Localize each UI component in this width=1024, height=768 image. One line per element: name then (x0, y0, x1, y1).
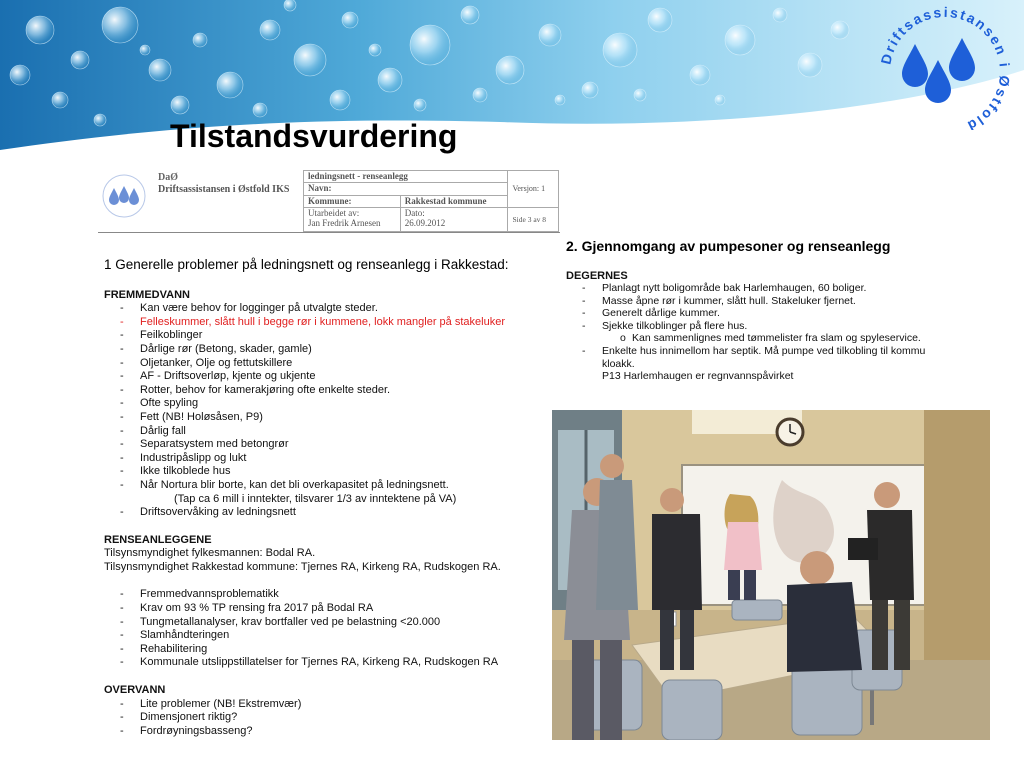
list-item-continuation: kloakk. (602, 357, 635, 370)
list-item: - Dårlige rør (Betong, skader, gamle) (120, 343, 564, 357)
list-item: - Feilkoblinger (120, 329, 564, 343)
date-value: 26.09.2012 (404, 218, 446, 229)
document-meta-table (303, 170, 559, 232)
fremmedvann-list (120, 302, 564, 492)
document-heading-right: 2. Gjennomgang av pumpesoner og renseanlegg (566, 238, 891, 254)
list-item: - Slamhåndteringen (120, 629, 564, 643)
kommune-value-cell: Rakkestad kommune (400, 195, 508, 207)
sub-list-item: o Kan sammenlignes med tømmelister fra slam og spyleservice. (566, 332, 978, 345)
document-page-right (566, 232, 978, 390)
name-cell: Navn: (304, 183, 508, 195)
meeting-photo (552, 410, 990, 740)
list-item: - Felleskummer, slått hull i begge rør i kummene, lokk mangler på stakeluker (120, 316, 564, 330)
list-item: - Planlagt nytt boligområde bak Harlemhaugen, 60 boliger. (582, 282, 978, 295)
list-item: - Krav om 93 % TP rensing fra 2017 på Bodal RA (120, 602, 564, 616)
kommune-label-cell: Kommune: (304, 195, 401, 207)
fremmedvann-list-cont (120, 506, 564, 520)
list-item: - Ikke tilkoblede hus (120, 465, 564, 479)
driftsassistansen-logo (870, 2, 1020, 130)
list-item: - Dårlig fall (120, 425, 564, 439)
list-item: - Ofte spyling (120, 397, 564, 411)
document-body (104, 258, 564, 738)
list-item: - Generelt dårlige kummer. (582, 307, 978, 320)
list-item: - Rehabilitering (120, 643, 564, 657)
water-drop-icon (902, 38, 975, 103)
document-heading: 1 Generelle problemer på ledningsnett og renseanlegg i Rakkestad: (104, 257, 509, 272)
list-item: - Kommunale utslippstillatelser for Tjernes RA, Kirkeng RA, Rudskogen RA (120, 656, 564, 670)
org-name: Driftsassistansen i Østfold IKS (158, 184, 290, 195)
author-label: Utarbeidet av: (308, 208, 360, 219)
list-item: - Rotter, behov for kamerakjøring ofte enkelte steder. (120, 384, 564, 398)
document-logo-icon (98, 172, 158, 220)
renseanlegg-line: Tilsynsmyndighet Rakkestad kommune: Tjernes RA, Kirkeng RA, Rudskogen RA. (104, 560, 501, 573)
list-item: - Fordrøyningsbasseng? (120, 725, 564, 739)
list-item: - Kan være behov for logginger på utvalgte steder. (120, 302, 564, 316)
header-divider (98, 232, 560, 233)
list-item: - Enkelte hus innimellom har septik. Må pumpe ved tilkobling til kommu (582, 345, 978, 358)
org-abbrev: DaØ (158, 172, 178, 183)
list-item: - Masse åpne rør i kummer, slått hull. Stakeluker fjernet. (582, 295, 978, 308)
section-title-overvann: OVERVANN (104, 684, 166, 697)
author-cell (304, 208, 401, 232)
date-label: Dato: (404, 208, 425, 219)
page-cell: Side 3 av 8 (508, 208, 559, 232)
section-title-degernes: DEGERNES (566, 270, 628, 282)
section-title-fremmedvann: FREMMEDVANN (104, 288, 190, 301)
list-note: (Tap ca 6 mill i inntekter, tilsvarer 1/3 av inntektene på VA) (174, 492, 457, 505)
author-value: Jan Fredrik Arnesen (308, 218, 381, 229)
list-item: - Driftsovervåking av ledningsnett (120, 506, 564, 520)
list-item: - Separatsystem med betongrør (120, 438, 564, 452)
slide-title: Tilstandsvurdering (170, 118, 458, 154)
list-item: - Dimensjonert riktig? (120, 711, 564, 725)
version-cell: Versjon: 1 (508, 171, 559, 208)
renseanlegg-line: Tilsynsmyndighet fylkesmannen: Bodal RA. (104, 547, 316, 560)
list-item: - Fett (NB! Holøsåsen, P9) (120, 411, 564, 425)
list-item: - Lite problemer (NB! Ekstremvær) (120, 698, 564, 712)
renseanlegg-list (120, 588, 564, 670)
list-item: - Sjekke tilkoblinger på flere hus. (582, 320, 978, 333)
list-item: - AF - Driftsoverløp, kjente og ukjente (120, 370, 564, 384)
list-item: - Når Nortura blir borte, kan det bli overkapasitet på ledningsnett. (120, 479, 564, 493)
document-page-left (98, 168, 558, 748)
list-item-cut: P13 Harlemhaugen er regnvannspåvirket (602, 370, 794, 383)
list-item: - Fremmedvannsproblematikk (120, 588, 564, 602)
date-cell (400, 208, 508, 232)
degernes-list-cont (582, 345, 978, 358)
doc-title-cell: ledningsnett - renseanlegg (304, 171, 508, 183)
document-header (98, 168, 560, 234)
list-item: - Industripåslipp og lukt (120, 452, 564, 466)
svg-text:Driftsassistansen i Østfold: Driftsassistansen i Østfold (877, 3, 1014, 130)
list-item: - Oljetanker, Olje og fettutskillere (120, 357, 564, 371)
list-item: - Tungmetallanalyser, krav bortfaller ved pe belastning <20.000 (120, 616, 564, 630)
degernes-list (582, 282, 978, 332)
section-title-renseanleggene: RENSEANLEGGENE (104, 533, 212, 546)
overvann-list (120, 698, 564, 739)
